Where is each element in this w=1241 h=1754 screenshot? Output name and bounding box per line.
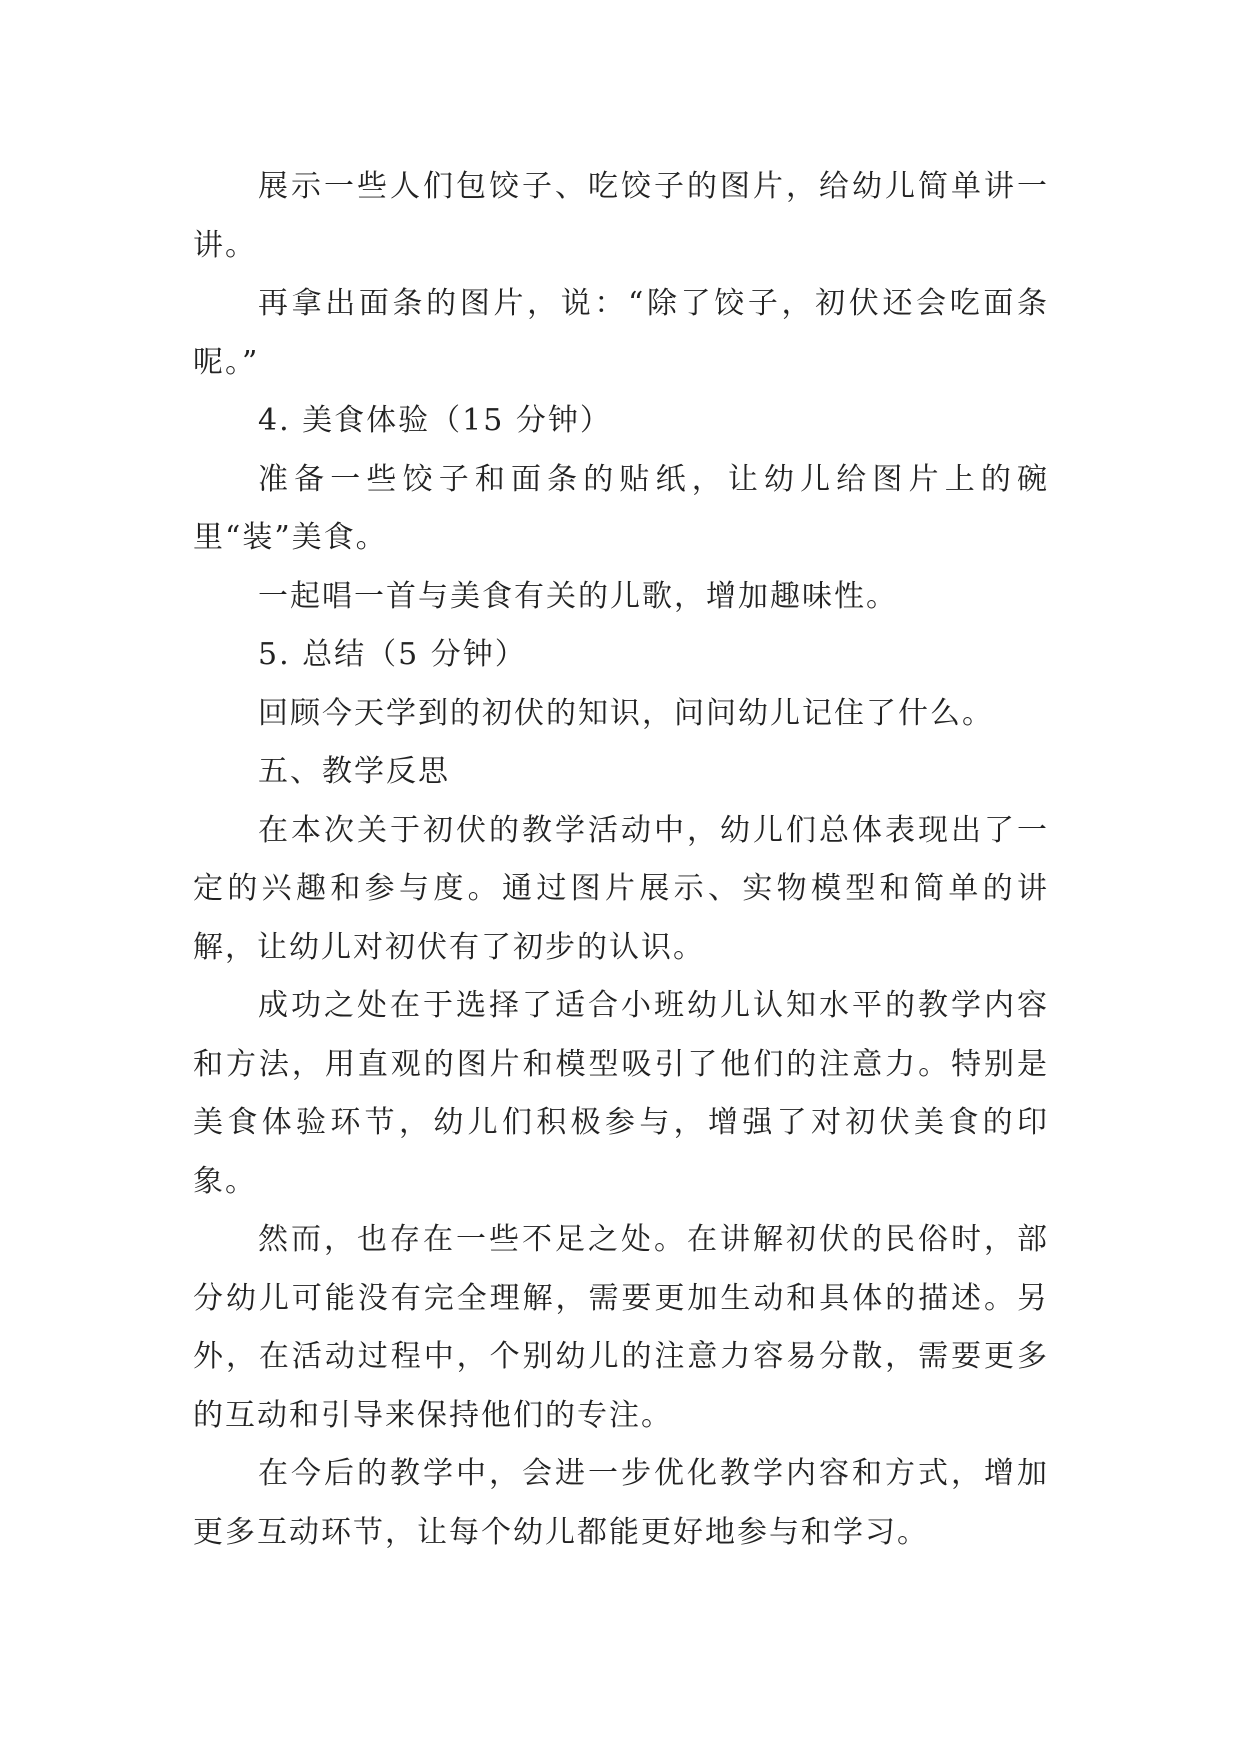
section-heading-food-experience: 4. 美食体验（15 分钟） xyxy=(258,403,612,438)
paragraph-noodle-pictures: 再拿出面条的图片，说：“除了饺子，初伏还会吃面条呢。” xyxy=(193,286,1049,380)
paragraph-reflection-overview: 在本次关于初伏的教学活动中，幼儿们总体表现出了一定的兴趣和参与度。通过图片展示、实物模型和简单的讲解，让幼儿对初伏有了初步的认识。 xyxy=(193,812,1049,965)
paragraph-sing-song: 一起唱一首与美食有关的儿歌，增加趣味性。 xyxy=(258,578,898,614)
section-heading-reflection: 五、教学反思 xyxy=(258,754,450,789)
paragraph-reflection-success: 成功之处在于选择了适合小班幼儿认知水平的教学内容和方法，用直观的图片和模型吸引了他们的注意力。特别是美食体验环节，幼儿们积极参与，增强了对初伏美食的印象。 xyxy=(193,988,1049,1199)
paragraph-show-dumpling-pictures: 展示一些人们包饺子、吃饺子的图片，给幼儿简单讲一讲。 xyxy=(193,169,1049,263)
paragraph-review: 回顾今天学到的初伏的知识，问问幼儿记住了什么。 xyxy=(258,695,994,731)
paragraph-reflection-future: 在今后的教学中，会进一步优化教学内容和方式，增加更多互动环节，让每个幼儿都能更好地参与和学习。 xyxy=(193,1456,1049,1550)
paragraph-reflection-shortcomings: 然而，也存在一些不足之处。在讲解初伏的民俗时，部分幼儿可能没有完全理解，需要更加生动和具体的描述。另外，在活动过程中，个别幼儿的注意力容易分散，需要更多的互动和引导来保持他们的专注。 xyxy=(193,1222,1049,1433)
section-heading-summary: 5. 总结（5 分钟） xyxy=(258,637,527,672)
document-body xyxy=(193,158,1049,1562)
paragraph-stickers: 准备一些饺子和面条的贴纸，让幼儿给图片上的碗里“装”美食。 xyxy=(193,461,1049,555)
